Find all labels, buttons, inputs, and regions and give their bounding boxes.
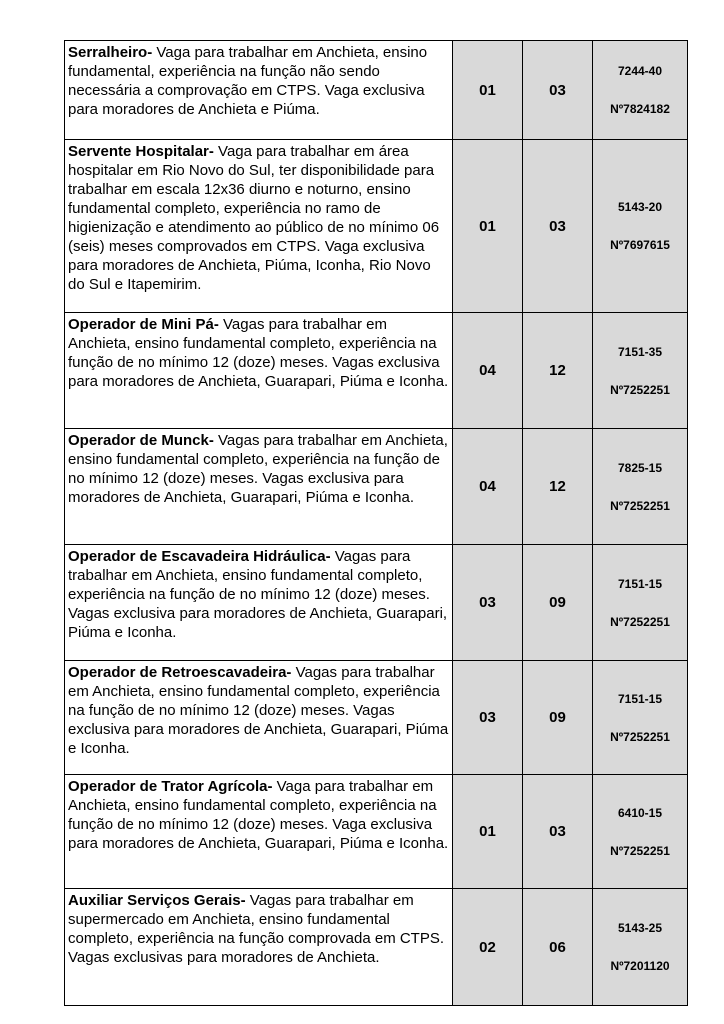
job-description: Vagas para trabalhar em Anchieta, ensino fundamental completo, experiência na função de no mínimo 12 (doze) meses. Vagas exclusiva para moradores de Anchieta, Guarapari, Piúma e Iconha. [68,432,448,506]
registration-number: Nº7201120 [610,959,670,973]
referrals-count: 12 [523,313,593,429]
vacancies-count: 02 [453,889,523,1006]
job-title: Serralheiro- [68,44,153,61]
vacancies-count: 04 [453,429,523,545]
referrals-count: 09 [523,545,593,661]
job-code-cell [593,889,688,1006]
vacancies-count: 01 [453,775,523,889]
job-title: Operador de Retroescavadeira- [68,664,292,681]
registration-number: Nº7252251 [610,843,670,858]
job-title: Operador de Mini Pá- [68,316,219,333]
referrals-count: 09 [523,661,593,775]
vacancies-count: 01 [453,140,523,313]
table-row [65,889,688,1006]
job-code-cell [593,41,688,140]
cbo-code: 6410-15 [617,805,663,820]
table-row [65,661,688,775]
referrals-count: 03 [523,41,593,140]
vacancies-count: 04 [453,313,523,429]
job-code-cell [593,661,688,775]
registration-number: Nº7252251 [610,382,670,397]
table-row [65,429,688,545]
job-code-cell [593,313,688,429]
job-title: Operador de Escavadeira Hidráulica- [68,548,331,565]
job-title: Operador de Munck- [68,432,214,449]
job-listings-table [64,40,688,1006]
job-code-cell [593,140,688,313]
job-description: Vaga para trabalhar em área hospitalar em Rio Novo do Sul, ter disponibilidade para trabalhar em escala 12x36 diurno e noturno, ensino fundamental completo, experiência no ramo de higienização e atendimento ao público de no mínimo 06 (seis) meses comprovados em CTPS. Vaga exclusiva para moradores de Anchieta, Piúma, Iconha, Rio Novo do Sul e Itapemirim. [68,143,440,293]
job-code-cell [593,545,688,661]
job-description: Vagas para trabalhar em Anchieta, ensino fundamental completo, experiência na função de no mínimo 12 (doze) meses. Vagas exclusiva para moradores de Anchieta, Guarapari, Piúma e Iconha. [68,316,449,390]
referrals-count: 03 [523,140,593,313]
cbo-code: 7244-40 [617,64,663,78]
referrals-count: 12 [523,429,593,545]
job-description-cell [65,41,453,140]
job-description-cell [65,775,453,889]
cbo-code: 7151-15 [617,691,663,706]
job-title: Servente Hospitalar- [68,143,214,160]
cbo-code: 7151-35 [617,344,663,359]
job-code-cell [593,775,688,889]
registration-number: Nº7252251 [610,498,670,513]
table-row [65,41,688,140]
vacancies-count: 03 [453,661,523,775]
cbo-code: 5143-20 [617,200,663,214]
registration-number: Nº7252251 [610,614,670,629]
vacancies-count: 01 [453,41,523,140]
cbo-code: 5143-25 [617,921,663,935]
job-description-cell [65,661,453,775]
job-description: Vagas para trabalhar em supermercado em Anchieta, ensino fundamental completo, experiência na função comprovada em CTPS. Vagas exclusivas para moradores de Anchieta. [68,892,445,966]
job-description-cell [65,545,453,661]
table-row [65,545,688,661]
referrals-count: 06 [523,889,593,1006]
job-code-cell [593,429,688,545]
vacancies-count: 03 [453,545,523,661]
registration-number: Nº7252251 [610,729,670,744]
job-description-cell [65,313,453,429]
job-description-cell [65,429,453,545]
cbo-code: 7151-15 [617,576,663,591]
table-row [65,313,688,429]
table-row [65,140,688,313]
job-description: Vaga para trabalhar em Anchieta, ensino fundamental, experiência na função não sendo necessária a comprovação em CTPS. Vaga exclusiva para moradores de Anchieta e Piúma. [68,44,428,118]
job-title: Operador de Trator Agrícola- [68,778,273,795]
job-description-cell [65,140,453,313]
job-description: Vagas para trabalhar em Anchieta, ensino fundamental completo, experiência na função de no mínimo 12 (doze) meses. Vagas exclusiva para moradores de Anchieta, Guarapari, Piúma e Iconha. [68,548,448,641]
table-row [65,775,688,889]
job-description: Vagas para trabalhar em Anchieta, ensino fundamental completo, experiência na função de no mínimo 12 (doze) meses. Vagas exclusiva para moradores de Anchieta, Guarapari, Piúma e Iconha. [68,664,449,757]
registration-number: Nº7824182 [610,102,670,116]
cbo-code: 7825-15 [617,460,663,475]
registration-number: Nº7697615 [610,238,670,252]
job-description-cell [65,889,453,1006]
job-description: Vaga para trabalhar em Anchieta, ensino fundamental completo, experiência na função de no mínimo 12 (doze) meses. Vaga exclusiva para moradores de Anchieta, Guarapari, Piúma e Iconha. [68,778,449,852]
job-title: Auxiliar Serviços Gerais- [68,892,246,909]
referrals-count: 03 [523,775,593,889]
